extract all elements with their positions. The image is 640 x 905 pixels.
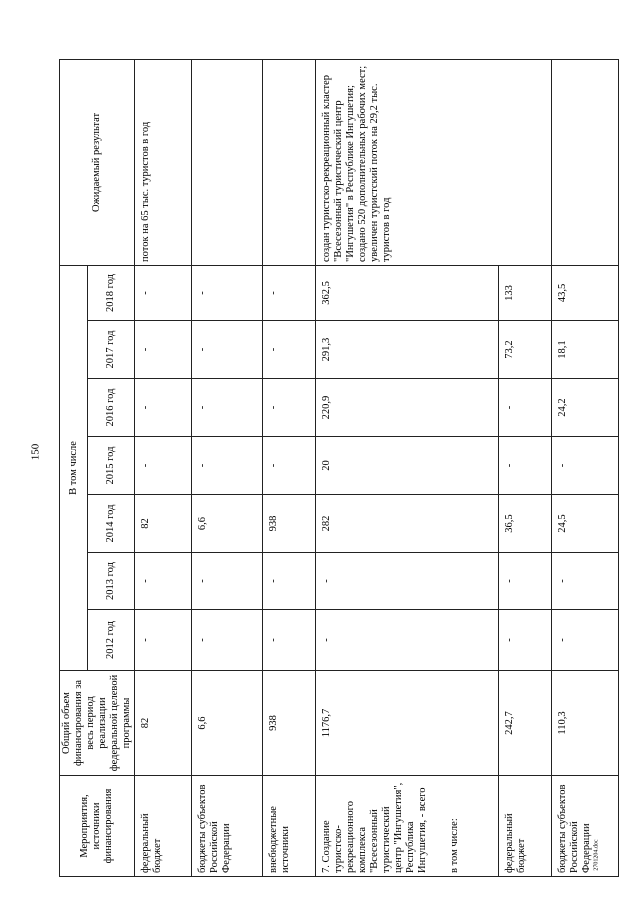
footer-document-code: 2701204.doc	[593, 839, 600, 871]
row-year-value: -	[135, 379, 192, 437]
row-year-value: 362,5	[316, 265, 498, 320]
table-row	[135, 59, 192, 876]
row-year-value: -	[262, 553, 316, 610]
row-year-value: -	[192, 321, 263, 379]
table-row	[192, 59, 263, 876]
row-year-value: -	[552, 610, 619, 671]
row-year-value: -	[192, 553, 263, 610]
row-year-value: -	[498, 553, 552, 610]
row-result	[552, 59, 619, 265]
row-result: создан туристско-рекреационный кластер "Всесезонный туристический центр "Ингушетия" в Республике Ингушетия; создано 520 дополнительных рабочих мест; увеличен туристский поток на 29,2 тыс. туристов в год	[316, 59, 552, 265]
row-year-value: -	[316, 553, 498, 610]
row-activity: бюджеты субъектов Российской Федерации	[552, 776, 619, 877]
row-year-value: -	[262, 437, 316, 495]
row-year-value: -	[135, 265, 192, 320]
table-row	[262, 59, 316, 876]
row-total: 82	[135, 671, 192, 776]
row-year-value: -	[552, 553, 619, 610]
row-year-value: -	[262, 610, 316, 671]
row-year-value: -	[192, 437, 263, 495]
header-year: 2016 год	[88, 379, 135, 437]
header-year: 2012 год	[88, 610, 135, 671]
header-including: В том числе	[60, 265, 88, 670]
header-year: 2018 год	[88, 265, 135, 320]
header-year: 2014 год	[88, 495, 135, 553]
row-year-value: -	[262, 321, 316, 379]
header-result: Ожидаемый результат	[60, 59, 135, 265]
row-year-value: -	[135, 553, 192, 610]
row-year-value: 938	[262, 495, 316, 553]
row-year-value: -	[192, 265, 263, 320]
page-number: 150	[29, 443, 42, 461]
row-year-value: -	[192, 379, 263, 437]
row-year-value: 6,6	[192, 495, 263, 553]
row-activity-cell	[316, 776, 498, 877]
row-year-value: -	[498, 610, 552, 671]
row-activity: федеральный бюджет	[498, 776, 552, 877]
row-year-value: 282	[316, 495, 498, 553]
row-year-value: 133	[498, 265, 552, 320]
row-year-value: 43,5	[552, 265, 619, 320]
row-subtitle: в том числе:	[449, 818, 461, 873]
row-total: 242,7	[498, 671, 552, 776]
table-row	[552, 59, 619, 876]
row-year-value: -	[316, 610, 498, 671]
row-year-value: -	[262, 379, 316, 437]
header-year: 2015 год	[88, 437, 135, 495]
row-year-value: -	[498, 437, 552, 495]
row-total: 110,3	[552, 671, 619, 776]
row-year-value: -	[135, 321, 192, 379]
row-year-value: -	[192, 610, 263, 671]
row-year-value: 220,9	[316, 379, 498, 437]
table-row	[316, 59, 498, 876]
header-year: 2017 год	[88, 321, 135, 379]
row-activity: бюджеты субъектов Российской Федерации	[192, 776, 263, 877]
row-year-value: 73,2	[498, 321, 552, 379]
row-year-value: -	[498, 379, 552, 437]
row-result	[262, 59, 316, 265]
row-year-value: 36,5	[498, 495, 552, 553]
row-year-value: -	[262, 265, 316, 320]
row-year-value: 24,2	[552, 379, 619, 437]
row-activity: внебюджетные источники	[262, 776, 316, 877]
row-result: поток на 65 тыс. туристов в год	[135, 59, 192, 265]
row-total: 1176,7	[316, 671, 498, 776]
table-frame	[59, 60, 597, 877]
header-activity: Мероприятия, источники финансирования	[60, 776, 135, 877]
row-year-value: 291,3	[316, 321, 498, 379]
row-result	[192, 59, 263, 265]
row-year-value: 24,5	[552, 495, 619, 553]
financing-table	[59, 59, 619, 877]
row-year-value: 20	[316, 437, 498, 495]
row-year-value: -	[135, 610, 192, 671]
row-activity: 7. Создание туристско-рекреационного комплекса "Всесезонный туристический центр "Ингушетия", Республика Ингушетия, - всего	[321, 782, 429, 873]
row-total: 938	[262, 671, 316, 776]
header-year: 2013 год	[88, 553, 135, 610]
row-activity: федеральный бюджет	[135, 776, 192, 877]
row-year-value: 82	[135, 495, 192, 553]
row-year-value: 18,1	[552, 321, 619, 379]
header-total: Общий объем финансирования за весь период реализации федеральной целевой программы	[60, 671, 135, 776]
row-total: 6,6	[192, 671, 263, 776]
row-year-value: -	[135, 437, 192, 495]
row-year-value: -	[552, 437, 619, 495]
